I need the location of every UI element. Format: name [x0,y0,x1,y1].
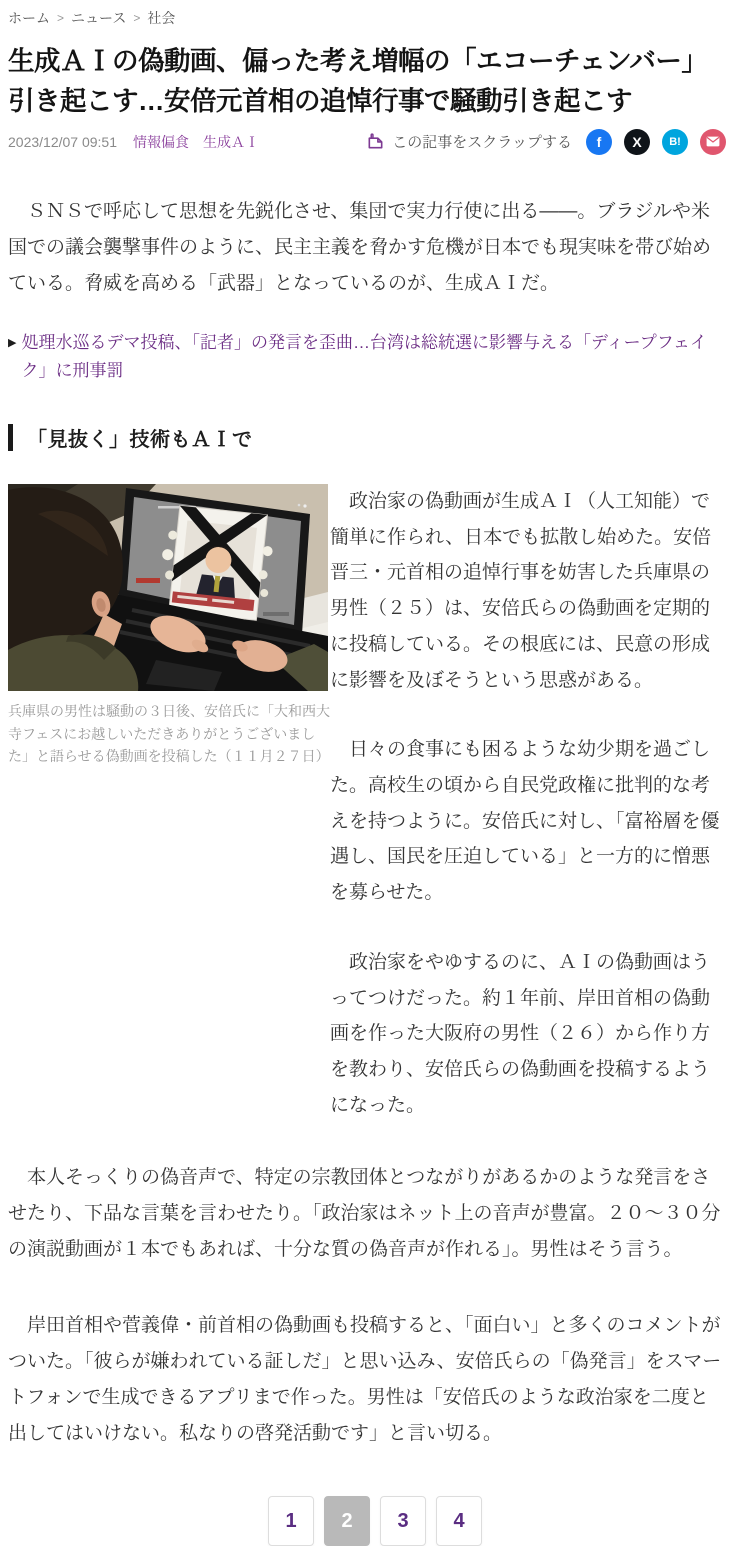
article-body-full [8,1160,726,1453]
scrap-button[interactable] [366,131,572,152]
page-button-3[interactable]: 3 [380,1496,426,1546]
article-meta-row [8,126,726,158]
scrap-icon [366,132,385,151]
paragraph: 政治家の偽動画が生成ＡＩ（人工知能）で簡単に作られ、日本でも拡散し始めた。安倍晋三・元首相の追悼行事を妨害した兵庫県の男性（２５）は、安倍氏らの偽動画を定期的に投稿している。その根底には、民意の形成に影響を及ぼそうという思惑がある。 [330,491,712,691]
tag-generative-ai[interactable]: 生成ＡＩ [203,133,259,150]
figure-and-text-row [8,484,726,1158]
tag-list [133,132,259,152]
breadcrumb-separator: > [57,11,65,25]
breadcrumb-separator: > [133,11,141,25]
meta-left [8,132,259,152]
heading-bar [8,424,13,451]
pagination [8,1492,726,1546]
publish-date: 2023/12/07 09:51 [8,133,117,150]
article-title: 生成ＡＩの偽動画、偏った考え増幅の「エコーチェンバー」引き起こす…安倍元首相の追悼行事で騒動引き起こす [8,46,708,116]
related-link-text: 処理水巡るデマ投稿、「記者」の発言を歪曲…台湾は総統選に影響与える「ディープフェイク」に刑事罰 [21,332,707,380]
page-button-2-current[interactable]: 2 [324,1496,370,1546]
triangle-bullet-icon: ▶ [8,336,17,349]
x-share-icon[interactable]: X [624,129,650,155]
breadcrumb [8,8,726,28]
facebook-share-icon[interactable]: f [586,129,612,155]
breadcrumb-society[interactable]: 社会 [147,10,176,26]
paragraph: 岸田首相や菅義偉・前首相の偽動画も投稿すると、「面白い」と多くのコメントがついた。「彼らが嫌われている証しだ」と思い込み、安倍氏らの「偽発言」をスマートフォンで生成できるアプリまで作った。男性は「安倍氏のような政治家を二度と出してはいけない。私なりの啓発活動です」と言い切る。 [8,1314,722,1445]
hatena-bookmark-icon[interactable]: B! [662,129,688,155]
paragraph: 本人そっくりの偽音声で、特定の宗教団体とつながりがあるかのような発言をさせたり、下品な言葉を言わせたり。「政治家はネット上の音声が豊富。２０～３０分の演説動画が１本でもあれば、十分な質の偽音声が作れる」。男性はそう言う。 [8,1166,721,1260]
article-photo [8,484,328,691]
article-body-side [330,484,726,1158]
tag-johohenshoku[interactable]: 情報偏食 [133,133,189,150]
section-heading [8,423,726,452]
paragraph: 政治家をやゆするのに、ＡＩの偽動画はうってつけだった。約１年前、岸田首相の偽動画を作った大阪府の男性（２６）から作り方を教わり、安倍氏らの偽動画を投稿するようになった。 [330,951,711,1116]
article-figure [8,484,330,1158]
meta-right [366,129,726,155]
mail-share-icon[interactable] [700,129,726,155]
social-share-bar [586,129,726,155]
page-button-4[interactable]: 4 [436,1496,482,1546]
scrap-label: この記事をスクラップする [392,134,572,151]
breadcrumb-news[interactable]: ニュース [71,10,127,26]
breadcrumb-home[interactable]: ホーム [8,10,50,26]
related-article-link[interactable] [8,329,726,385]
page-button-1[interactable]: 1 [268,1496,314,1546]
paragraph: 日々の食事にも困るような幼少期を過ごした。高校生の頃から自民党政権に批判的な考えを持つように。安倍氏に対し、「富裕層を優遇し、国民を圧迫している」と一方的に憎悪を募らせた。 [330,739,720,904]
section-heading-text: 「見抜く」技術もＡＩで [27,429,253,451]
lead-paragraph: ＳＮＳで呼応して思想を先鋭化させ、集団で実力行使に出る――。ブラジルや米国での議会襲撃事件のように、民主主義を脅かす危機が日本でも現実味を帯び始めている。脅威を高める「武器」となっているのが、生成ＡＩだ。 [8,200,712,295]
photo-caption: 兵庫県の男性は騒動の３日後、安倍氏に「大和西大寺フェスにお越しいただきありがとうございました」と語らせる偽動画を投稿した（１１月２７日） [8,703,330,765]
